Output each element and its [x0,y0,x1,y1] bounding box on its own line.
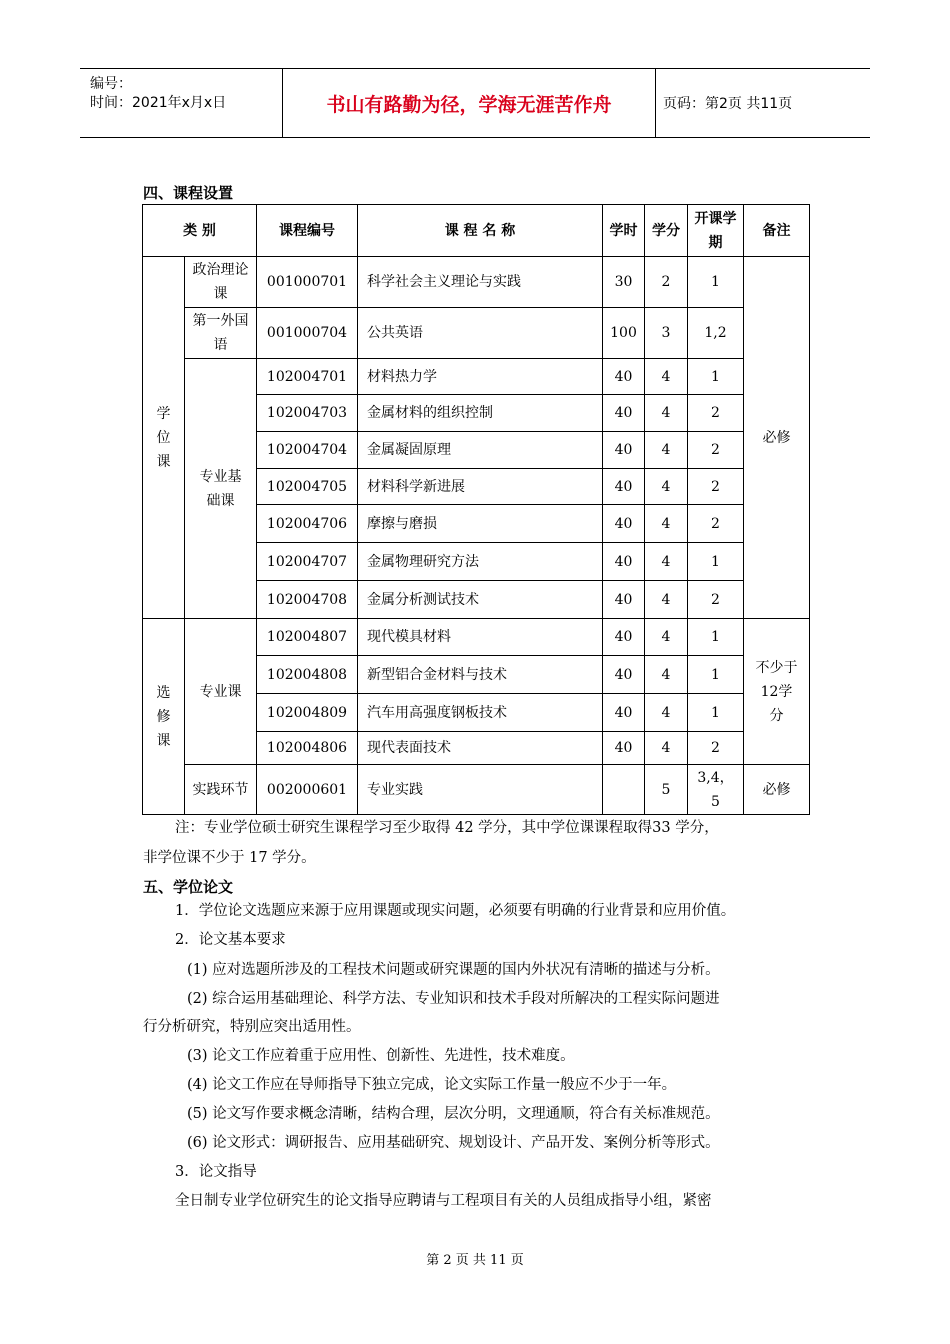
page-header [80,68,870,138]
course-credits: 4 [645,359,688,395]
course-credits: 3 [645,308,688,359]
course-code: 102004807 [257,619,358,656]
section-title-courses: 四、课程设置 [143,184,234,202]
course-semester: 1 [688,656,744,694]
para-6: (3) 论文工作应着重于应用性、创新性、先进性，技术难度。 [187,1048,575,1064]
course-code: 102004705 [257,469,358,505]
course-credits: 4 [645,656,688,694]
course-credits: 2 [645,257,688,308]
para-11: 全日制专业学位研究生的论文指导应聘请与工程项目有关的人员组成指导小组，紧密 [175,1193,712,1209]
section-title-thesis: 五、学位论文 [143,878,234,896]
course-name: 材料科学新进展 [358,469,603,505]
group-elective: 选修课 [143,619,185,815]
header-credits: 学分 [645,205,688,257]
course-semester: 2 [688,505,744,543]
course-credits: 4 [645,619,688,656]
para-1: 1．学位论文选题应来源于应用课题或现实问题，必须要有明确的行业背景和应用价值。 [175,903,736,919]
course-code: 102004808 [257,656,358,694]
course-hours: 40 [603,732,645,765]
course-name: 科学社会主义理论与实践 [358,257,603,308]
course-hours: 40 [603,432,645,469]
course-semester: 2 [688,395,744,432]
course-credits: 4 [645,395,688,432]
course-hours: 100 [603,308,645,359]
header-semester: 开课学期 [688,205,744,257]
course-semester: 3,4，5 [688,765,744,815]
course-name: 金属材料的组织控制 [358,395,603,432]
course-hours: 40 [603,694,645,732]
course-code: 102004809 [257,694,358,732]
course-name: 金属凝固原理 [358,432,603,469]
para-2: 2．论文基本要求 [175,932,286,948]
course-hours [603,765,645,815]
subgroup-politics: 政治理论课 [185,257,257,308]
para-10: 3．论文指导 [175,1164,257,1180]
course-name: 现代模具材料 [358,619,603,656]
subgroup-practice: 实践环节 [185,765,257,815]
header-hours: 学时 [603,205,645,257]
table-header-row [143,205,810,257]
course-name: 摩擦与磨损 [358,505,603,543]
course-name: 金属分析测试技术 [358,581,603,619]
course-semester: 2 [688,432,744,469]
subgroup-major: 专业课 [185,619,257,765]
course-table [142,204,810,815]
remark-required: 必修 [744,257,810,619]
course-name: 金属物理研究方法 [358,543,603,581]
header-category: 类 别 [143,205,257,257]
course-code: 102004703 [257,395,358,432]
header-motto: 书山有路勤为径，学海无涯苦作舟 [283,69,656,137]
remark-elective-min: 不少于12学分 [744,619,810,765]
course-name: 公共英语 [358,308,603,359]
course-code: 001000704 [257,308,358,359]
para-7: (4) 论文工作应在导师指导下独立完成，论文实际工作量一般应不少于一年。 [187,1077,677,1093]
course-name: 新型铝合金材料与技术 [358,656,603,694]
course-semester: 1,2 [688,308,744,359]
course-name: 专业实践 [358,765,603,815]
course-hours: 40 [603,656,645,694]
course-credits: 4 [645,432,688,469]
course-credits: 4 [645,505,688,543]
course-hours: 40 [603,469,645,505]
header-number: 编号： [90,76,132,92]
course-code: 102004708 [257,581,358,619]
course-semester: 1 [688,694,744,732]
course-hours: 40 [603,619,645,656]
course-code: 002000601 [257,765,358,815]
course-semester: 1 [688,619,744,656]
course-code: 102004806 [257,732,358,765]
course-hours: 40 [603,581,645,619]
course-credits: 4 [645,581,688,619]
para-8: (5) 论文写作要求概念清晰，结构合理，层次分明，文理通顺，符合有关标准规范。 [187,1106,720,1122]
header-code: 课程编号 [257,205,358,257]
table-row [143,308,810,359]
table-row [143,257,810,308]
para-5: 行分析研究，特别应突出适用性。 [143,1019,361,1035]
course-credits: 4 [645,732,688,765]
course-semester: 1 [688,257,744,308]
course-hours: 40 [603,395,645,432]
course-hours: 40 [603,505,645,543]
header-remark: 备注 [744,205,810,257]
header-meta [80,69,283,137]
course-semester: 1 [688,543,744,581]
course-code: 102004707 [257,543,358,581]
group-degree: 学位课 [143,257,185,619]
para-4: (2) 综合运用基础理论、科学方法、专业知识和技术手段对所解决的工程实际问题进 [187,991,720,1007]
remark-practice-required: 必修 [744,765,810,815]
course-code: 102004704 [257,432,358,469]
course-credits: 4 [645,469,688,505]
course-credits: 5 [645,765,688,815]
para-3: (1) 应对选题所涉及的工程技术问题或研究课题的国内外状况有清晰的描述与分析。 [187,962,720,978]
note-line-2: 非学位课不少于 17 学分。 [143,850,316,866]
course-credits: 4 [645,543,688,581]
subgroup-foreign-language: 第一外国语 [185,308,257,359]
page-footer: 第 2 页 共 11 页 [426,1253,524,1268]
course-semester: 2 [688,469,744,505]
course-hours: 40 [603,543,645,581]
table-row [143,619,810,656]
course-semester: 2 [688,581,744,619]
subgroup-major-basic: 专业基础课 [185,359,257,619]
course-hours: 30 [603,257,645,308]
header-page-info: 页码：第2页 共11页 [663,96,793,112]
course-hours: 40 [603,359,645,395]
table-row [143,359,810,395]
course-semester: 2 [688,732,744,765]
header-name: 课 程 名 称 [358,205,603,257]
note-line-1: 注：专业学位硕士研究生课程学习至少取得 42 学分，其中学位课课程取得33 学分， [175,820,719,836]
table-row [143,765,810,815]
course-credits: 4 [645,694,688,732]
course-name: 汽车用高强度钢板技术 [358,694,603,732]
course-code: 102004701 [257,359,358,395]
course-code: 102004706 [257,505,358,543]
course-semester: 1 [688,359,744,395]
header-time: 时间：2021年x月x日 [90,95,227,111]
course-name: 材料热力学 [358,359,603,395]
course-name: 现代表面技术 [358,732,603,765]
para-9: (6) 论文形式：调研报告、应用基础研究、规划设计、产品开发、案例分析等形式。 [187,1135,720,1151]
course-code: 001000701 [257,257,358,308]
